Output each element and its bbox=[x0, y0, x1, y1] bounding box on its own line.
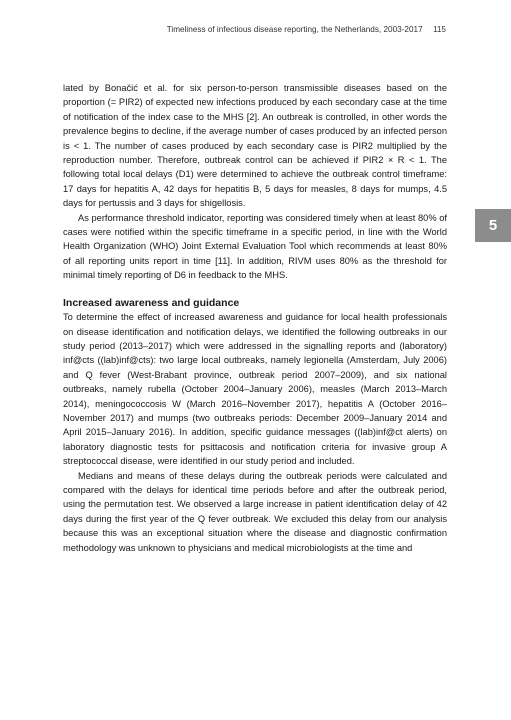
running-header bbox=[167, 25, 446, 34]
paragraph-threshold: As performance threshold indicator, reporting was considered timely when at least 80% of cases were notified within the specific timeframe in a specific period, in line with the World Health Organization (WHO) Joint External Evaluation Tool which recommends at least 80% of all reporting units report in time [11]. In addition, RIVM uses 80% as the threshold for minimal timely reporting of D6 in feedback to the MHS. bbox=[63, 212, 447, 281]
chapter-tab: 5 bbox=[475, 209, 511, 242]
section-heading: Increased awareness and guidance bbox=[63, 296, 240, 309]
section-paragraph: Medians and means of these delays during the outbreak periods were calculated and compared with the delays for identical time periods before and after the outbreak period, using the permutation test. We observed a large increase in patient identification delay of 42 days during the first year of the Q fever outbreak. We excluded this delay from our analysis because this was an exceptional situation where the disease and diagnostic confirmation methodology was unknown to physicians and medical microbiologists at the time and bbox=[63, 470, 447, 553]
page-number: 115 bbox=[432, 25, 446, 34]
running-title: Timeliness of infectious disease reporting, the Netherlands, 2003-2017 bbox=[166, 25, 423, 34]
section-paragraph: To determine the effect of increased awareness and guidance for local health professionals on disease identification and notification delays, we identified the following outbreaks in our study period (2013–2017) which were addressed in the signalling reports and (laboratory) inf@cts ((lab)inf@cts): two large local outbreaks, namely legionella (Amsterdam, July 2006) and Q fever (West-Brabant province, outbreak period 2007–2009), and six national outbreaks, namely rubella (October 2004–January 2006), measles (March 2013–March 2014), meningococcosis W (March 2016–November 2017), hepatitis A (October 2016–November 2017) and mumps (two outbreaks periods: December 2009–January 2014 and April 2015–January 2016). In addition, specific guidance messages ((lab)inf@ct alerts) on laboratory diagnostic tests for psittacosis and notification criteria for invasive group A streptococcal disease, were identified in our study period and included. bbox=[63, 312, 447, 467]
main-text bbox=[63, 81, 447, 555]
paragraph-continued: lated by Bonačić et al. for six person-to-person transmissible diseases based on the proportion (= PIR2) of expected new infections produced by each secondary case at the time of notification of the index case to the MHS [2]. An outbreak is controlled, in other words the prevalence begins to decline, if the average number of cases produced by an infected person is < 1. The number of cases produced by each secondary case is PIR2 multiplied by the reproduction number. Therefore, outbreak control can be achieved if PIR2 × R < 1. The following total local delays (D1) were determined to achieve the outbreak control timeframe: 17 days for hepatitis A, 42 days for hepatitis B, 5 days for measles, 8 days for mumps, 4.5 days for pertussis and 3 days for shigellosis. bbox=[63, 83, 447, 209]
